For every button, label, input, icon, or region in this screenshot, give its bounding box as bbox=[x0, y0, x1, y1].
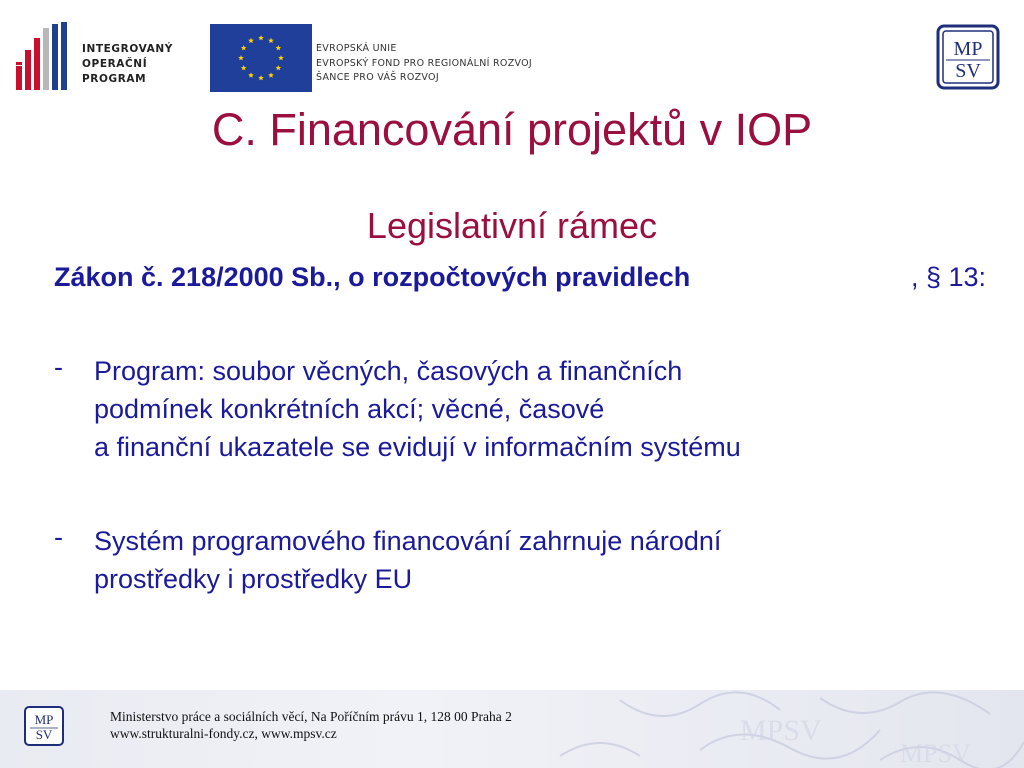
iop-logo-line-2: OPERAČNÍ bbox=[82, 58, 148, 70]
mpsv-footer-logo-bottom-text: SV bbox=[35, 727, 53, 742]
bullet-1-line-1: Program: soubor věcných, časových a finančních bbox=[94, 356, 683, 386]
slide-subtitle: Legislativní rámec bbox=[366, 205, 658, 246]
bullet-2-line-2: prostředky i prostředky EU bbox=[94, 564, 413, 594]
mpsv-logo bbox=[936, 24, 1000, 90]
bullet-2-line-1: Systém programového financování zahrnuje národní bbox=[94, 526, 722, 556]
eu-logo-line-2: EVROPSKÝ FOND PRO REGIONÁLNÍ ROZVOJ bbox=[316, 57, 533, 69]
law-reference-rest: , § 13: bbox=[910, 262, 986, 292]
iop-logo-line-1: INTEGROVANÝ bbox=[82, 43, 173, 55]
svg-text:MPSV: MPSV bbox=[740, 714, 822, 747]
mpsv-footer-logo-top-text: MP bbox=[34, 712, 54, 727]
mpsv-logo-bottom-text: SV bbox=[955, 60, 981, 82]
bullet-1-line-2: podmínek konkrétních akcí; věcné, časové bbox=[94, 394, 605, 424]
svg-text:MPSV: MPSV bbox=[900, 739, 971, 768]
footer-links: www.strukturalni-fondy.cz, www.mpsv.cz bbox=[110, 726, 337, 741]
eu-logo-line-3: ŠANCE PRO VÁŠ ROZVOJ bbox=[316, 72, 439, 83]
law-reference bbox=[54, 262, 986, 293]
footer bbox=[0, 690, 1024, 768]
eu-logo-line-1: EVROPSKÁ UNIE bbox=[316, 43, 397, 54]
bullet-1-line-3: a finanční ukazatele se evidují v informačním systému bbox=[94, 432, 741, 462]
eu-logo-text bbox=[316, 42, 532, 86]
slide-title: C. Financování projektů v IOP bbox=[211, 104, 813, 155]
law-reference-bold: Zákon č. 218/2000 Sb., o rozpočtových pravidlech bbox=[54, 262, 691, 292]
bullet-dash: - bbox=[54, 352, 63, 382]
iop-logo bbox=[14, 22, 186, 92]
eu-flag-icon bbox=[210, 24, 312, 92]
footer-address: Ministerstvo práce a sociálních věcí, Na Poříčním právu 1, 128 00 Praha 2 bbox=[110, 709, 512, 724]
iop-bars-icon bbox=[14, 22, 70, 92]
mpsv-footer-logo bbox=[24, 706, 64, 746]
bullet-dash: - bbox=[54, 522, 63, 552]
mpsv-logo-top-text: MP bbox=[953, 38, 983, 60]
iop-logo-line-3: PROGRAM bbox=[82, 73, 147, 85]
